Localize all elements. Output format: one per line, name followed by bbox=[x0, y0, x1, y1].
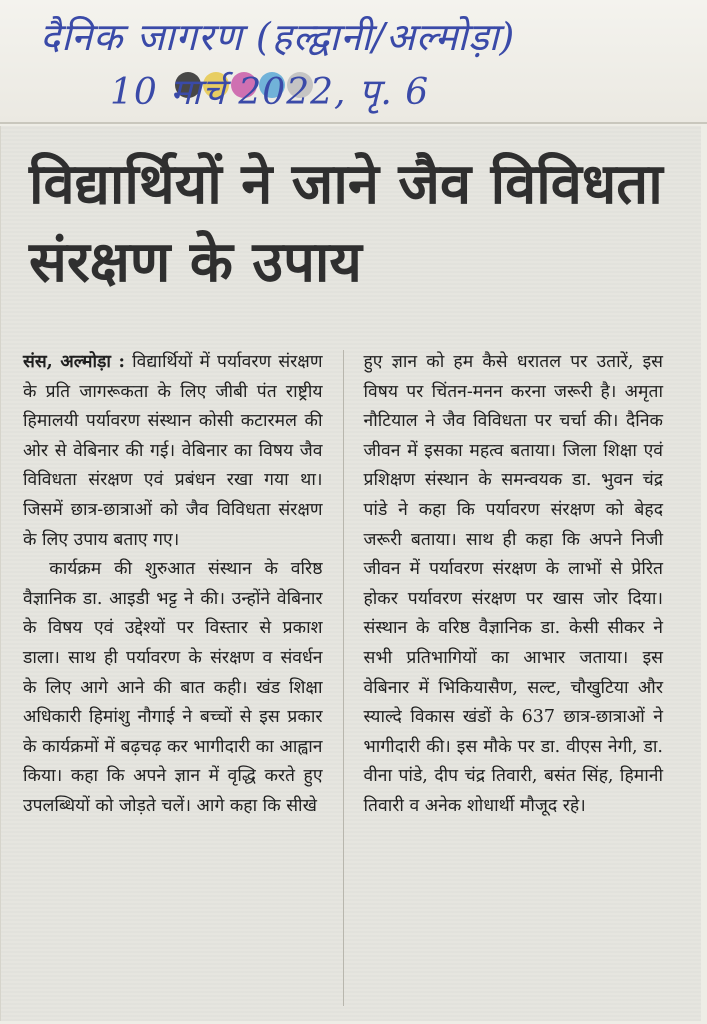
article-headline: विद्यार्थियों ने जाने जैव विविधता संरक्षण के उपाय bbox=[29, 152, 663, 295]
handwritten-annotation-strip bbox=[0, 0, 707, 124]
paragraph: हुए ज्ञान को हम कैसे धरातल पर उतारें, इस विषय पर चिंतन-मनन करना जरूरी है। अमृता नौटियाल ने जैव विविधता पर चर्चा की। दैनिक जीवन में इसका महत्व बताया। जिला शिक्षा एवं प्रशिक्षण संस्थान के समन्वयक डा. भुवन चंद्र पांडे ने कहा कि पर्यावरण संरक्षण को बेहद जरूरी बताया। साथ ही कहा कि अपने निजी जीवन में पर्यावरण संरक्षण के लाभों से प्रेरित होकर पर्यावरण संरक्षण पर खास जोर दिया। संस्थान के वरिष्ठ वैज्ञानिक डा. केसी सीकर ने सभी प्रतिभागियों का आभार जताया। इस वेबिनार में भिकियासैण, सल्ट, चौखुटिया और स्याल्दे विकास खंडों के 637 छात्र-छात्राओं ने भागीदारी की। इस मौके पर डा. वीएस नेगी, डा. वीना पांडे, दीप चंद्र तिवारी, बसंत सिंह, हिमानी तिवारी व अनेक शोधार्थी मौजूद रहे। bbox=[363, 352, 663, 816]
paragraph: कार्यक्रम की शुरुआत संस्थान के वरिष्ठ वैज्ञानिक डा. आइडी भट्ट ने की। उन्होंने वेबिनार के विषय एवं उद्देश्यों पर विस्तार से प्रकाश डाला। साथ ही पर्यावरण के संरक्षण व संवर्धन के लिए आगे आने की बात कही। खंड शिक्षा अधिकारी हिमांशु नौगाई ने बच्चों से इस प्रकार के कार्यक्रमों में बढ़चढ़ कर भागीदारी का आह्वान किया। कहा कि अपने ज्ञान में वृद्धि करते हुए उपलब्धियों को जोड़ते चलें। आगे कहा कि सीखे bbox=[23, 559, 323, 816]
newspaper-clipping bbox=[0, 126, 701, 1021]
paragraph bbox=[23, 348, 323, 555]
byline: संस, अल्मोड़ा : bbox=[23, 352, 125, 372]
handwritten-date-page: 10 मार्च 2022, पृ. 6 bbox=[110, 72, 430, 113]
article-body bbox=[23, 348, 663, 1008]
handwritten-source: दैनिक जागरण (हल्द्वानी/अल्मोड़ा) bbox=[40, 15, 516, 59]
article-column-1 bbox=[23, 348, 323, 1008]
column-divider bbox=[343, 350, 344, 1006]
article-column-2 bbox=[363, 348, 663, 1008]
paragraph-text: विद्यार्थियों में पर्यावरण संरक्षण के प्रति जागरूकता के लिए जीबी पंत राष्ट्रीय हिमालयी पर्यावरण संस्थान कोसी कटारमल की ओर से वेबिनार की गई। वेबिनार का विषय जैव विविधता संरक्षण एवं प्रबंधन रखा गया था। जिसमें छात्र-छात्राओं को जैव विविधता संरक्षण के लिए उपाय बताए गए। bbox=[23, 352, 323, 550]
